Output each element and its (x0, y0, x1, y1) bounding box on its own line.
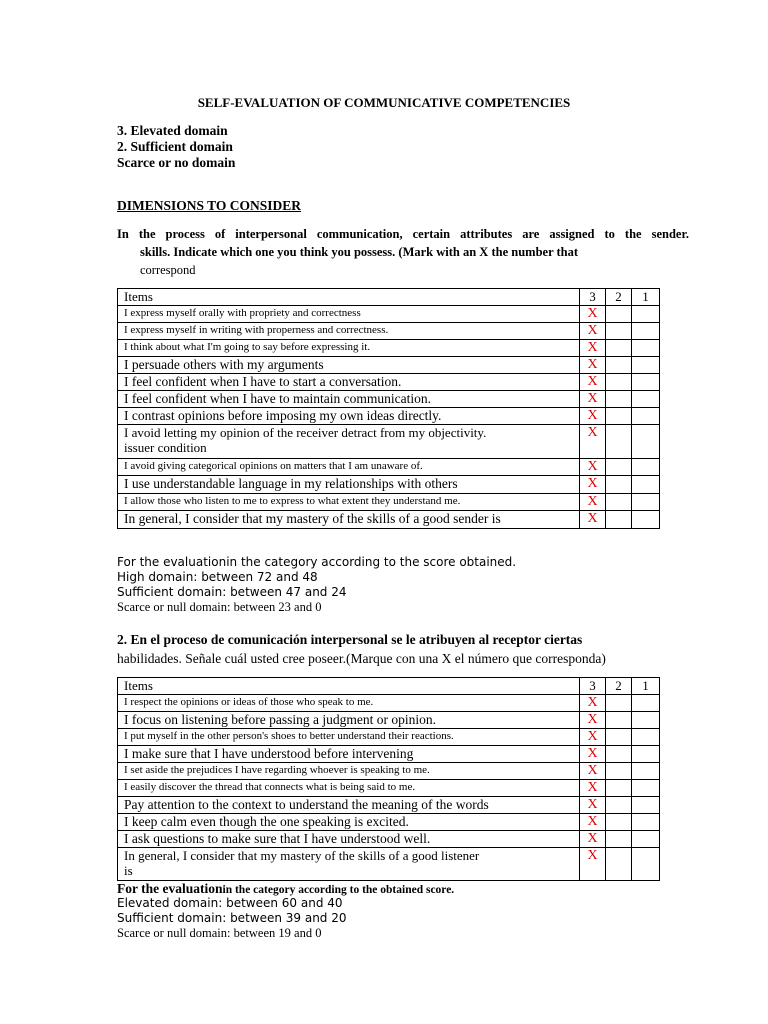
x-mark[interactable]: X (580, 459, 606, 476)
table-row (118, 476, 660, 494)
score-cell-2[interactable] (606, 746, 632, 763)
item-text: I persuade others with my arguments (118, 357, 580, 374)
score-cell-2[interactable] (606, 494, 632, 511)
item-text: I keep calm even though the one speaking is excited. (118, 814, 580, 831)
score-cell-2[interactable] (606, 476, 632, 494)
item-text: I focus on listening before passing a judgment or opinion. (118, 712, 580, 729)
x-mark[interactable]: X (580, 306, 606, 323)
section2-heading: 2. En el proceso de comunicación interpersonal se le atribuyen al receptor ciertas (117, 632, 583, 647)
header-items: Items (118, 289, 580, 306)
item-text: I feel confident when I have to maintain communication. (118, 391, 580, 408)
header-items: Items (118, 678, 580, 695)
x-mark[interactable]: X (580, 340, 606, 357)
item-text: I set aside the prejudices I have regarding whoever is speaking to me. (118, 763, 580, 780)
score-cell-2[interactable] (606, 357, 632, 374)
score-cell-1[interactable] (632, 494, 660, 511)
item-text: Pay attention to the context to understand the meaning of the words (118, 797, 580, 814)
item-text: I respect the opinions or ideas of those who speak to me. (118, 695, 580, 712)
score-cell-1[interactable] (632, 340, 660, 357)
score-cell-1[interactable] (632, 848, 660, 881)
score-cell-1[interactable] (632, 511, 660, 529)
page-title: SELF-EVALUATION OF COMMUNICATIVE COMPETENCIES (197, 95, 571, 110)
table-row (118, 408, 660, 425)
table-row (118, 763, 660, 780)
score-cell-2[interactable] (606, 831, 632, 848)
item-text: In general, I consider that my mastery of the skills of a good listener (124, 848, 480, 863)
item-text-continuation: is (124, 863, 133, 878)
score-cell-2[interactable] (606, 848, 632, 881)
score-cell-1[interactable] (632, 763, 660, 780)
score-cell-2[interactable] (606, 374, 632, 391)
x-mark[interactable]: X (580, 797, 606, 814)
listener-skills-table (117, 677, 660, 881)
x-mark[interactable]: X (580, 729, 606, 746)
score-cell-1[interactable] (632, 306, 660, 323)
table-row (118, 695, 660, 712)
score-cell-1[interactable] (632, 323, 660, 340)
x-mark[interactable]: X (580, 374, 606, 391)
score-cell-2[interactable] (606, 408, 632, 425)
x-mark[interactable]: X (580, 511, 606, 529)
x-mark[interactable]: X (580, 391, 606, 408)
item-text: I use understandable language in my relationships with others (118, 476, 580, 494)
sender-skills-table (117, 288, 660, 529)
score-cell-1[interactable] (632, 408, 660, 425)
item-text-cell (118, 425, 580, 459)
table-row (118, 712, 660, 729)
item-text: I ask questions to make sure that I have understood well. (118, 831, 580, 848)
score-cell-2[interactable] (606, 306, 632, 323)
x-mark[interactable]: X (580, 408, 606, 425)
score-cell-2[interactable] (606, 814, 632, 831)
item-text: I avoid giving categorical opinions on matters that I am unaware of. (118, 459, 580, 476)
intro-line-2: skills. Indicate which one you think you possess. (Mark with an X the number that (140, 245, 579, 259)
item-text: I put myself in the other person's shoes to better understand their reactions. (118, 729, 580, 746)
table-row (118, 831, 660, 848)
eval1-scarce: Scarce or null domain: between 23 and 0 (117, 600, 322, 614)
table-row (118, 797, 660, 814)
score-cell-2[interactable] (606, 763, 632, 780)
header-score-2: 2 (606, 678, 632, 695)
header-score-1: 1 (632, 678, 660, 695)
item-text: I express myself in writing with properness and correctness. (118, 323, 580, 340)
table-row (118, 391, 660, 408)
table-row (118, 729, 660, 746)
score-cell-2[interactable] (606, 695, 632, 712)
score-cell-1[interactable] (632, 459, 660, 476)
table-row (118, 780, 660, 797)
x-mark[interactable]: X (580, 780, 606, 797)
table-row (118, 306, 660, 323)
eval2-scarce: Scarce or null domain: between 19 and 0 (117, 926, 322, 940)
header-score-1: 1 (632, 289, 660, 306)
dimensions-heading: DIMENSIONS TO CONSIDER (117, 198, 302, 213)
score-cell-2[interactable] (606, 511, 632, 529)
eval1-intro: For the evaluationin the category according to the score obtained. (117, 555, 517, 569)
intro-line-1: In the process of interpersonal communication, certain attributes are assigned to the sender. (117, 227, 689, 241)
score-cell-1[interactable] (632, 357, 660, 374)
score-cell-2[interactable] (606, 712, 632, 729)
score-cell-1[interactable] (632, 746, 660, 763)
section2-instructions: habilidades. Señale cuál usted cree poseer.(Marque con una X el número que corresponda) (117, 651, 606, 666)
domain-level-2: 2. Sufficient domain (117, 139, 233, 154)
score-cell-2[interactable] (606, 729, 632, 746)
x-mark[interactable]: X (580, 712, 606, 729)
table-header-row (118, 678, 660, 695)
table-row (118, 340, 660, 357)
domain-level-1: Scarce or no domain (117, 155, 236, 170)
score-cell-1[interactable] (632, 712, 660, 729)
score-cell-2[interactable] (606, 340, 632, 357)
table-row (118, 323, 660, 340)
score-cell-2[interactable] (606, 459, 632, 476)
item-text: I allow those who listen to me to express to what extent they understand me. (118, 494, 580, 511)
score-cell-1[interactable] (632, 814, 660, 831)
item-text-continuation: issuer condition (124, 440, 207, 455)
eval1-sufficient: Sufficient domain: between 47 and 24 (117, 585, 347, 599)
eval2-sufficient: Sufficient domain: between 39 and 20 (117, 911, 347, 925)
eval2-intro-bold: For the evaluation (117, 881, 223, 896)
domain-level-3: 3. Elevated domain (117, 123, 228, 138)
score-cell-1[interactable] (632, 476, 660, 494)
score-cell-1[interactable] (632, 729, 660, 746)
eval2-intro-rest: in the category according to the obtained score. (222, 884, 455, 896)
x-mark[interactable]: X (580, 814, 606, 831)
table-row (118, 357, 660, 374)
x-mark[interactable]: X (580, 695, 606, 712)
table-row (118, 848, 660, 881)
table-row (118, 746, 660, 763)
table-row (118, 814, 660, 831)
x-mark[interactable]: X (580, 425, 606, 459)
score-cell-1[interactable] (632, 391, 660, 408)
score-cell-1[interactable] (632, 831, 660, 848)
item-text: I avoid letting my opinion of the receiver detract from my objectivity. (124, 425, 487, 440)
score-cell-2[interactable] (606, 323, 632, 340)
score-cell-2[interactable] (606, 797, 632, 814)
table-header-row (118, 289, 660, 306)
table-row (118, 459, 660, 476)
eval2-elevated: Elevated domain: between 60 and 40 (117, 896, 343, 910)
x-mark[interactable]: X (580, 494, 606, 511)
x-mark[interactable]: X (580, 746, 606, 763)
x-mark[interactable]: X (580, 323, 606, 340)
item-text: I easily discover the thread that connects what is being said to me. (118, 780, 580, 797)
table-row (118, 494, 660, 511)
table-row (118, 425, 660, 459)
item-text: I make sure that I have understood before intervening (118, 746, 580, 763)
header-score-2: 2 (606, 289, 632, 306)
intro-line-3: correspond (140, 263, 196, 277)
eval1-high: High domain: between 72 and 48 (117, 570, 318, 584)
x-mark[interactable]: X (580, 476, 606, 494)
score-cell-2[interactable] (606, 425, 632, 459)
table-row (118, 511, 660, 529)
x-mark[interactable]: X (580, 848, 606, 881)
score-cell-2[interactable] (606, 391, 632, 408)
item-text: In general, I consider that my mastery of the skills of a good sender is (118, 511, 580, 529)
score-cell-1[interactable] (632, 780, 660, 797)
score-cell-1[interactable] (632, 425, 660, 459)
header-score-3: 3 (580, 678, 606, 695)
item-text: I contrast opinions before imposing my own ideas directly. (118, 408, 580, 425)
header-score-3: 3 (580, 289, 606, 306)
x-mark[interactable]: X (580, 831, 606, 848)
score-cell-1[interactable] (632, 374, 660, 391)
x-mark[interactable]: X (580, 357, 606, 374)
score-cell-1[interactable] (632, 695, 660, 712)
item-text: I express myself orally with propriety and correctness (118, 306, 580, 323)
item-text-cell (118, 848, 580, 881)
x-mark[interactable]: X (580, 763, 606, 780)
table-row (118, 374, 660, 391)
score-cell-1[interactable] (632, 797, 660, 814)
score-cell-2[interactable] (606, 780, 632, 797)
item-text: I think about what I'm going to say before expressing it. (118, 340, 580, 357)
item-text: I feel confident when I have to start a conversation. (118, 374, 580, 391)
